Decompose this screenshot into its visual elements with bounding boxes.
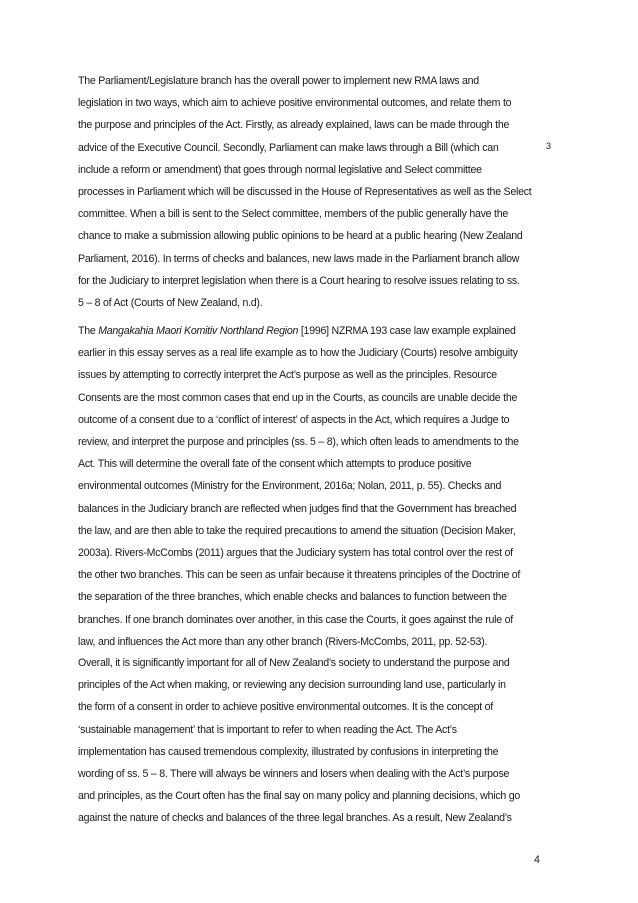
paragraph-2-line: the other two branches. This can be seen as unfair because it threatens principles of the Doctrine of xyxy=(78,569,521,582)
paragraph-3-line: principles of the Act when making, or reviewing any decision surrounding land use, particularly in xyxy=(78,679,506,692)
paragraph-3-line: wording of ss. 5 – 8. There will always be winners and losers when dealing with the Act’s purpose xyxy=(78,768,510,780)
text-span: [1996] NZRMA 193 case law example explained xyxy=(298,325,516,337)
paragraph-3-line: against the nature of checks and balances of the three legal branches. As a result, New Zealand’s xyxy=(78,812,512,825)
paragraph-3-line: and principles, as the Court often has the final say on many policy and planning decisions, which go xyxy=(78,790,520,803)
paragraph-1-line: the purpose and principles of the Act. Firstly, as already explained, laws can be made through the xyxy=(78,119,510,132)
paragraph-3-line: ‘sustainable management’ that is important to refer to when reading the Act. The Act’s xyxy=(78,723,457,736)
paragraph-2-line: earlier in this essay serves as a real life example as to how the Judiciary (Courts) resolve ambiguity xyxy=(78,347,518,360)
case-name: Mangakahia Maori Komitiv Northland Region xyxy=(98,325,299,337)
paragraph-2-line: the separation of the three branches, which enable checks and balances to function between the xyxy=(78,591,507,604)
paragraph-2-line: Consents are the most common cases that end up in the Courts, as councils are unable decide the xyxy=(78,391,518,404)
paragraph-2-line: review, and interpret the purpose and principles (ss. 5 – 8), which often leads to amendments to the xyxy=(78,436,519,448)
paragraph-1-line: include a reform or amendment) that goes through normal legislative and Select committee xyxy=(78,163,482,176)
paragraph-1-line: committee. When a bill is sent to the Select committee, members of the public generally have the xyxy=(78,208,508,221)
paragraph-2-line: branches. If one branch dominates over another, in this case the Courts, it goes against the rule of xyxy=(78,613,513,626)
paragraph-2-line: law, and influences the Act more than any other branch (Rivers-McCombs, 2011, pp. 52-53). xyxy=(78,635,488,648)
paragraph-2-line: issues by attempting to correctly interpret the Act’s purpose as well as the principles. Resource xyxy=(78,369,497,382)
paragraph-2-line: the law, and are then able to take the required precautions to amend the situation (Decision Maker, xyxy=(78,524,516,537)
paragraph-1-line: for the Judiciary to interpret legislation when there is a Court hearing to resolve issues relating to ss. xyxy=(78,274,520,287)
paragraph-1-line: legislation in two ways, which aim to achieve positive environmental outcomes, and relate them to xyxy=(78,97,512,110)
paragraph-2-line xyxy=(78,324,516,338)
paragraph-1-line: The Parliament/Legislature branch has the overall power to implement new RMA laws and xyxy=(78,75,479,87)
paragraph-2-line: environmental outcomes (Ministry for the Environment, 2016a; Nolan, 2011, p. 55). Checks and xyxy=(78,480,502,493)
paragraph-2-line: outcome of a consent due to a ‘conflict of interest’ of aspects in the Act, which requires a Judge to xyxy=(78,413,510,426)
paragraph-1-line: advice of the Executive Council. Secondly, Parliament can make laws through a Bill (which can xyxy=(78,141,499,154)
text-span: The xyxy=(78,325,99,337)
paragraph-1-line: processes in Parliament which will be discussed in the House of Representatives as well as the Select xyxy=(78,186,532,198)
paragraph-1-line: Parliament, 2016). In terms of checks and balances, new laws made in the Parliament branch allow xyxy=(78,252,520,265)
paragraph-1-line: chance to make a submission allowing public opinions to be heard at a public hearing (New Zealand xyxy=(78,230,523,243)
paragraph-2-line: 2003a). Rivers-McCombs (2011) argues that the Judiciary system has total control over the rest of xyxy=(78,547,513,559)
footnote-marker: 3 xyxy=(546,141,552,151)
paragraph-1-line: 5 – 8 of Act (Courts of New Zealand, n.d). xyxy=(78,297,263,309)
page-number: 4 xyxy=(534,854,540,866)
paragraph-2-line: Act. This will determine the overall fate of the consent which attempts to produce positive xyxy=(78,458,472,471)
paragraph-2-line: balances in the Judiciary branch are reflected when judges find that the Government has breached xyxy=(78,502,517,515)
paragraph-3-line: the form of a consent in order to achieve positive environmental outcomes. It is the concept of xyxy=(78,701,493,714)
paragraph-3-line: Overall, it is significantly important for all of New Zealand’s society to understand the purpose and xyxy=(78,657,510,669)
paragraph-3-line: implementation has caused tremendous complexity, illustrated by confusions in interpreting the xyxy=(78,745,499,758)
